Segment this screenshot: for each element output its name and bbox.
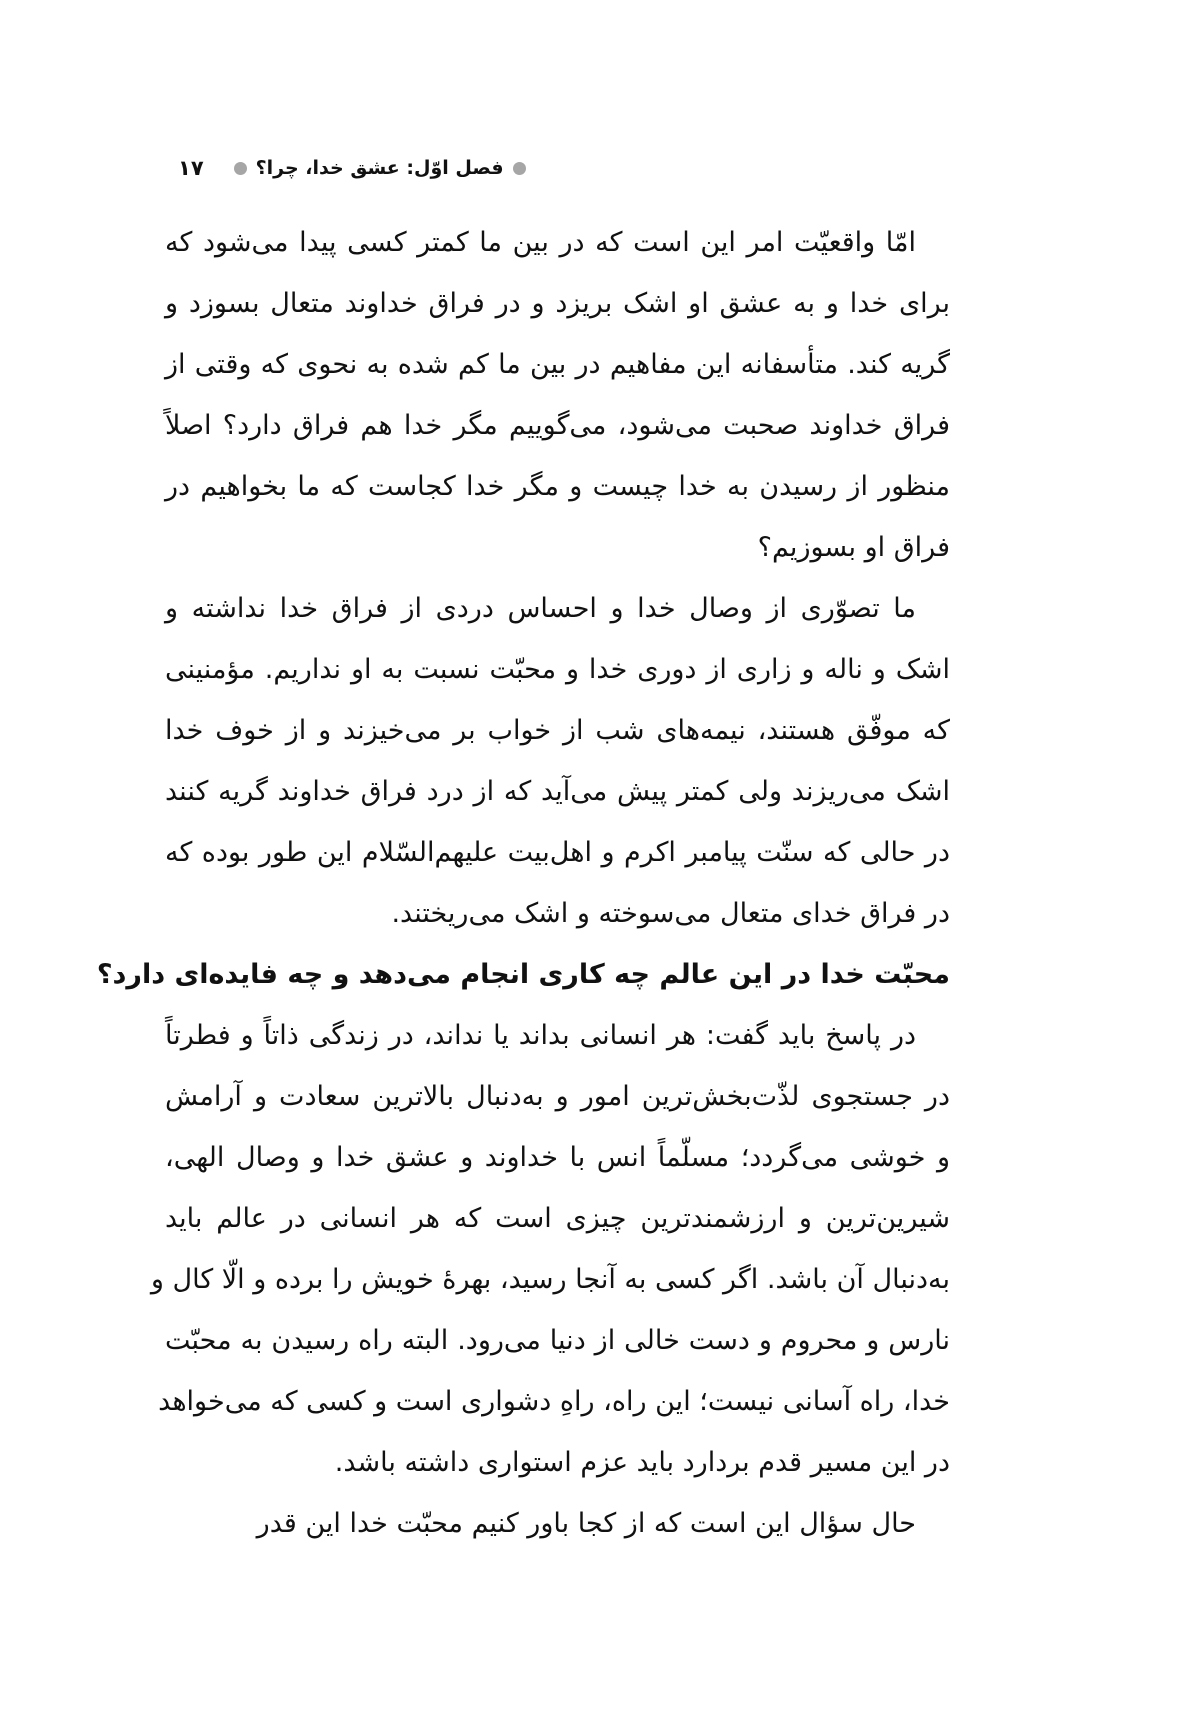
text-line: نارس و محروم و دست خالی از دنیا می‌رود. البته راه رسیدن به محبّت (165, 1325, 950, 1356)
text-line: منظور از رسیدن به خدا چیست و مگر خدا کجاست که ما بخواهیم در (165, 471, 950, 502)
text-line: شیرین‌ترین و ارزشمندترین چیزی است که هر انسانی در عالم باید (165, 1203, 950, 1234)
text-line: خدا، راه آسانی نیست؛ این راه، راهِ دشواری است و کسی که می‌خواهد (158, 1386, 950, 1417)
text-line: فراق خداوند صحبت می‌شود، می‌گوییم مگر خدا هم فراق دارد؟ اصلاً (165, 410, 950, 441)
text-line: در فراق خدای متعال می‌سوخته و اشک می‌ریختند. (391, 898, 950, 929)
text-line: در این مسیر قدم بردارد باید عزم استواری داشته باشد. (334, 1447, 950, 1478)
body-text-block (96, 212, 950, 1554)
text-line: در حالی که سنّت پیامبر اکرم و اهل‌بیت علیهم‌السّلام این طور بوده که (165, 837, 950, 868)
header-bullet-icon (234, 162, 247, 175)
header-bullet-icon (513, 162, 526, 175)
section-heading (96, 944, 950, 1005)
paragraph (165, 578, 950, 944)
text-line: حال سؤال این است که از کجا باور کنیم محبّت خدا این قدر (256, 1508, 916, 1539)
chapter-title: فصل اوّل: عشق خدا، چرا؟ (255, 157, 504, 179)
text-line: برای خدا و به عشق او اشک بریزد و در فراق خداوند متعال بسوزد و (165, 288, 950, 319)
text-line: در جستجوی لذّت‌بخش‌ترین امور و به‌دنبال بالاترین سعادت و آرامش (165, 1081, 950, 1112)
text-line: که موفّق هستند، نیمه‌های شب از خواب بر می‌خیزند و از خوف خدا (165, 715, 950, 746)
text-line: در پاسخ باید گفت: هر انسانی بداند یا نداند، در زندگی ذاتاً و فطرتاً (165, 1020, 916, 1051)
text-line: محبّت خدا در این عالم چه کاری انجام می‌دهد و چه فایده‌ای دارد؟ (96, 959, 950, 990)
text-line: فراق او بسوزیم؟ (757, 532, 950, 563)
running-head (178, 156, 526, 180)
text-line: اشک و ناله و زاری از دوری خدا و محبّت نسبت به او نداریم. مؤمنینی (165, 654, 950, 685)
text-line: ما تصوّری از وصال خدا و احساس دردی از فراق خدا نداشته و (165, 593, 916, 624)
paragraph (150, 1005, 950, 1493)
paragraph (165, 1493, 950, 1554)
text-line: امّا واقعیّت امر این است که در بین ما کمتر کسی پیدا می‌شود که (165, 227, 916, 258)
text-line: گریه کند. متأسفانه این مفاهیم در بین ما کم شده به نحوی که وقتی از (165, 349, 950, 380)
page-number: ۱۷ (178, 156, 204, 180)
paragraph (165, 212, 950, 578)
text-line: و خوشی می‌گردد؛ مسلّماً انس با خداوند و عشق خدا و وصال الهی، (165, 1142, 950, 1173)
text-line: اشک می‌ریزند ولی کمتر پیش می‌آید که از درد فراق خداوند گریه کنند (165, 776, 950, 807)
text-line: به‌دنبال آن باشد. اگر کسی به آنجا رسید، بهرهٔ خویش را برده و الّا کال و (150, 1264, 950, 1295)
